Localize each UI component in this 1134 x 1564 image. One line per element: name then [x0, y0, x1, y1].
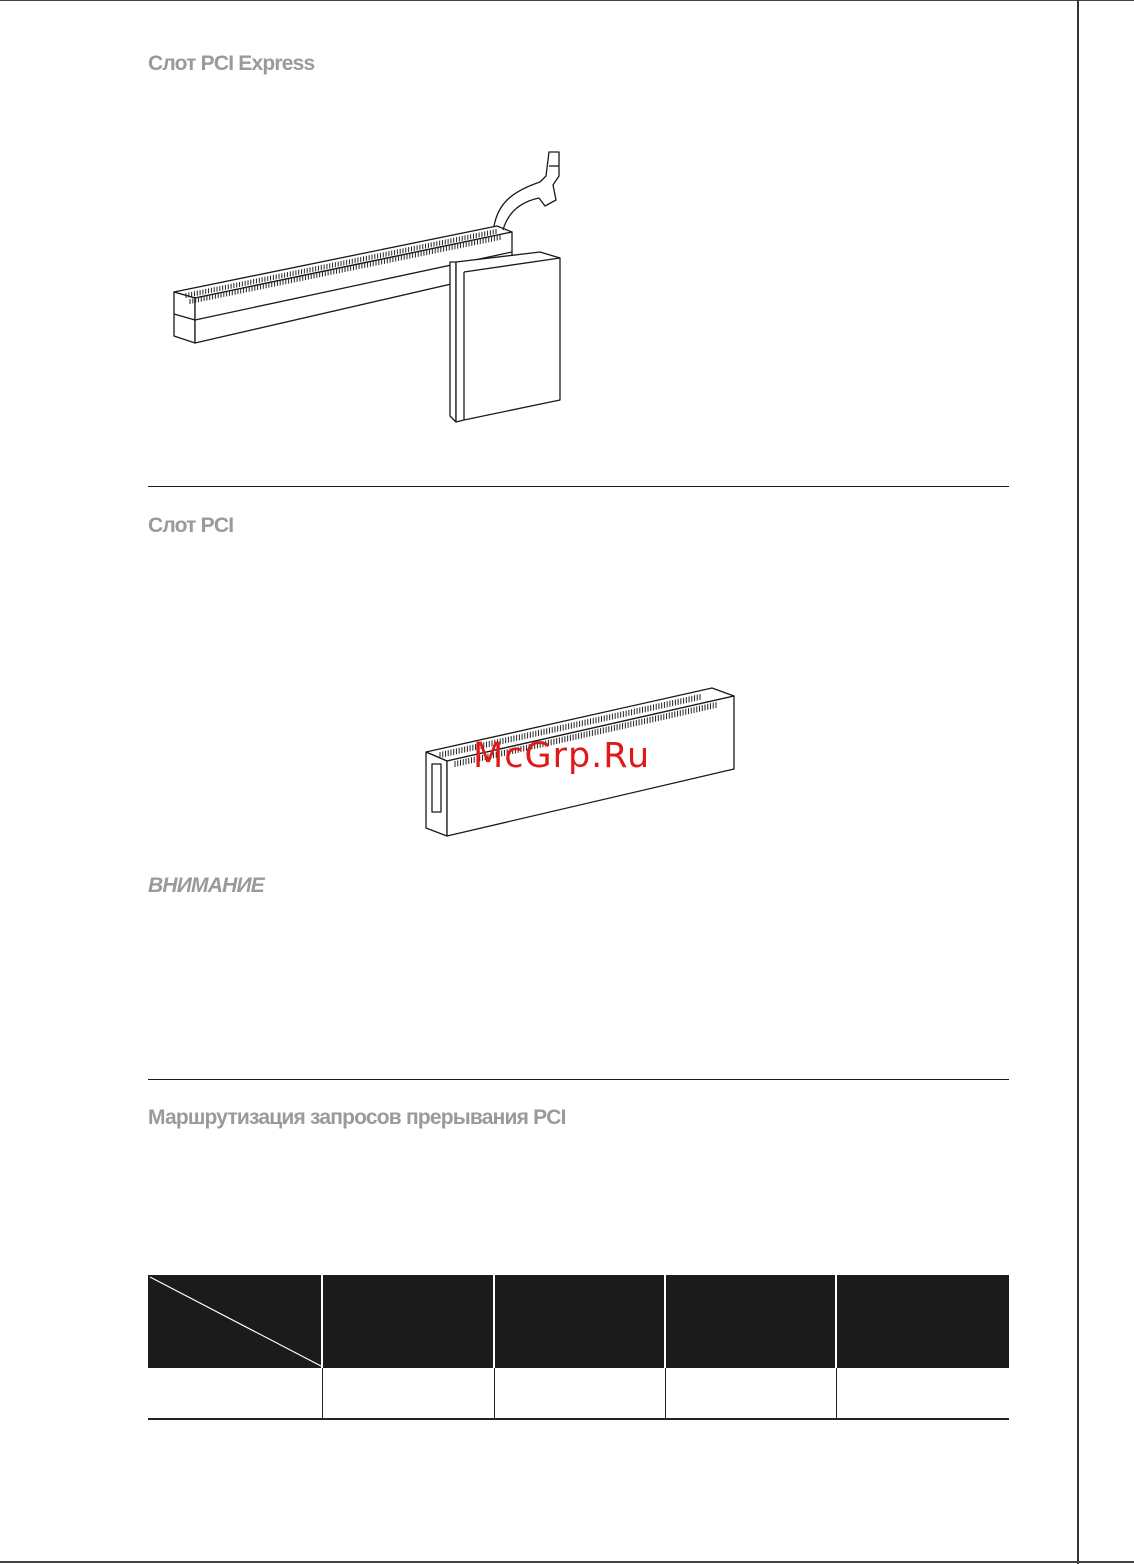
- table-cell: [666, 1368, 837, 1418]
- pcie-slot-heading: Слот PCI Express: [148, 52, 315, 75]
- page-border-bottom: [0, 1561, 1134, 1563]
- table-cell: [148, 1368, 323, 1418]
- table-cell: [495, 1368, 666, 1418]
- header-cell: [666, 1275, 837, 1368]
- section-divider-2: [148, 1079, 1009, 1080]
- diagonal-divider: [148, 1275, 323, 1368]
- irq-routing-heading: Маршрутизация запросов прерывания PCI: [148, 1106, 566, 1129]
- header-cell: [837, 1275, 1009, 1368]
- header-cell: [495, 1275, 666, 1368]
- pci-slot-heading: Слот PCI: [148, 514, 234, 537]
- irq-table-header: [148, 1275, 1009, 1368]
- note-heading: ВНИМАНИЕ: [148, 874, 264, 897]
- table-cell: [323, 1368, 495, 1418]
- header-cell: [323, 1275, 495, 1368]
- table-cell: [837, 1368, 1009, 1418]
- irq-table-row: [148, 1368, 1009, 1420]
- watermark: McGrp.Ru: [473, 736, 651, 776]
- header-corner-cell: [148, 1275, 323, 1368]
